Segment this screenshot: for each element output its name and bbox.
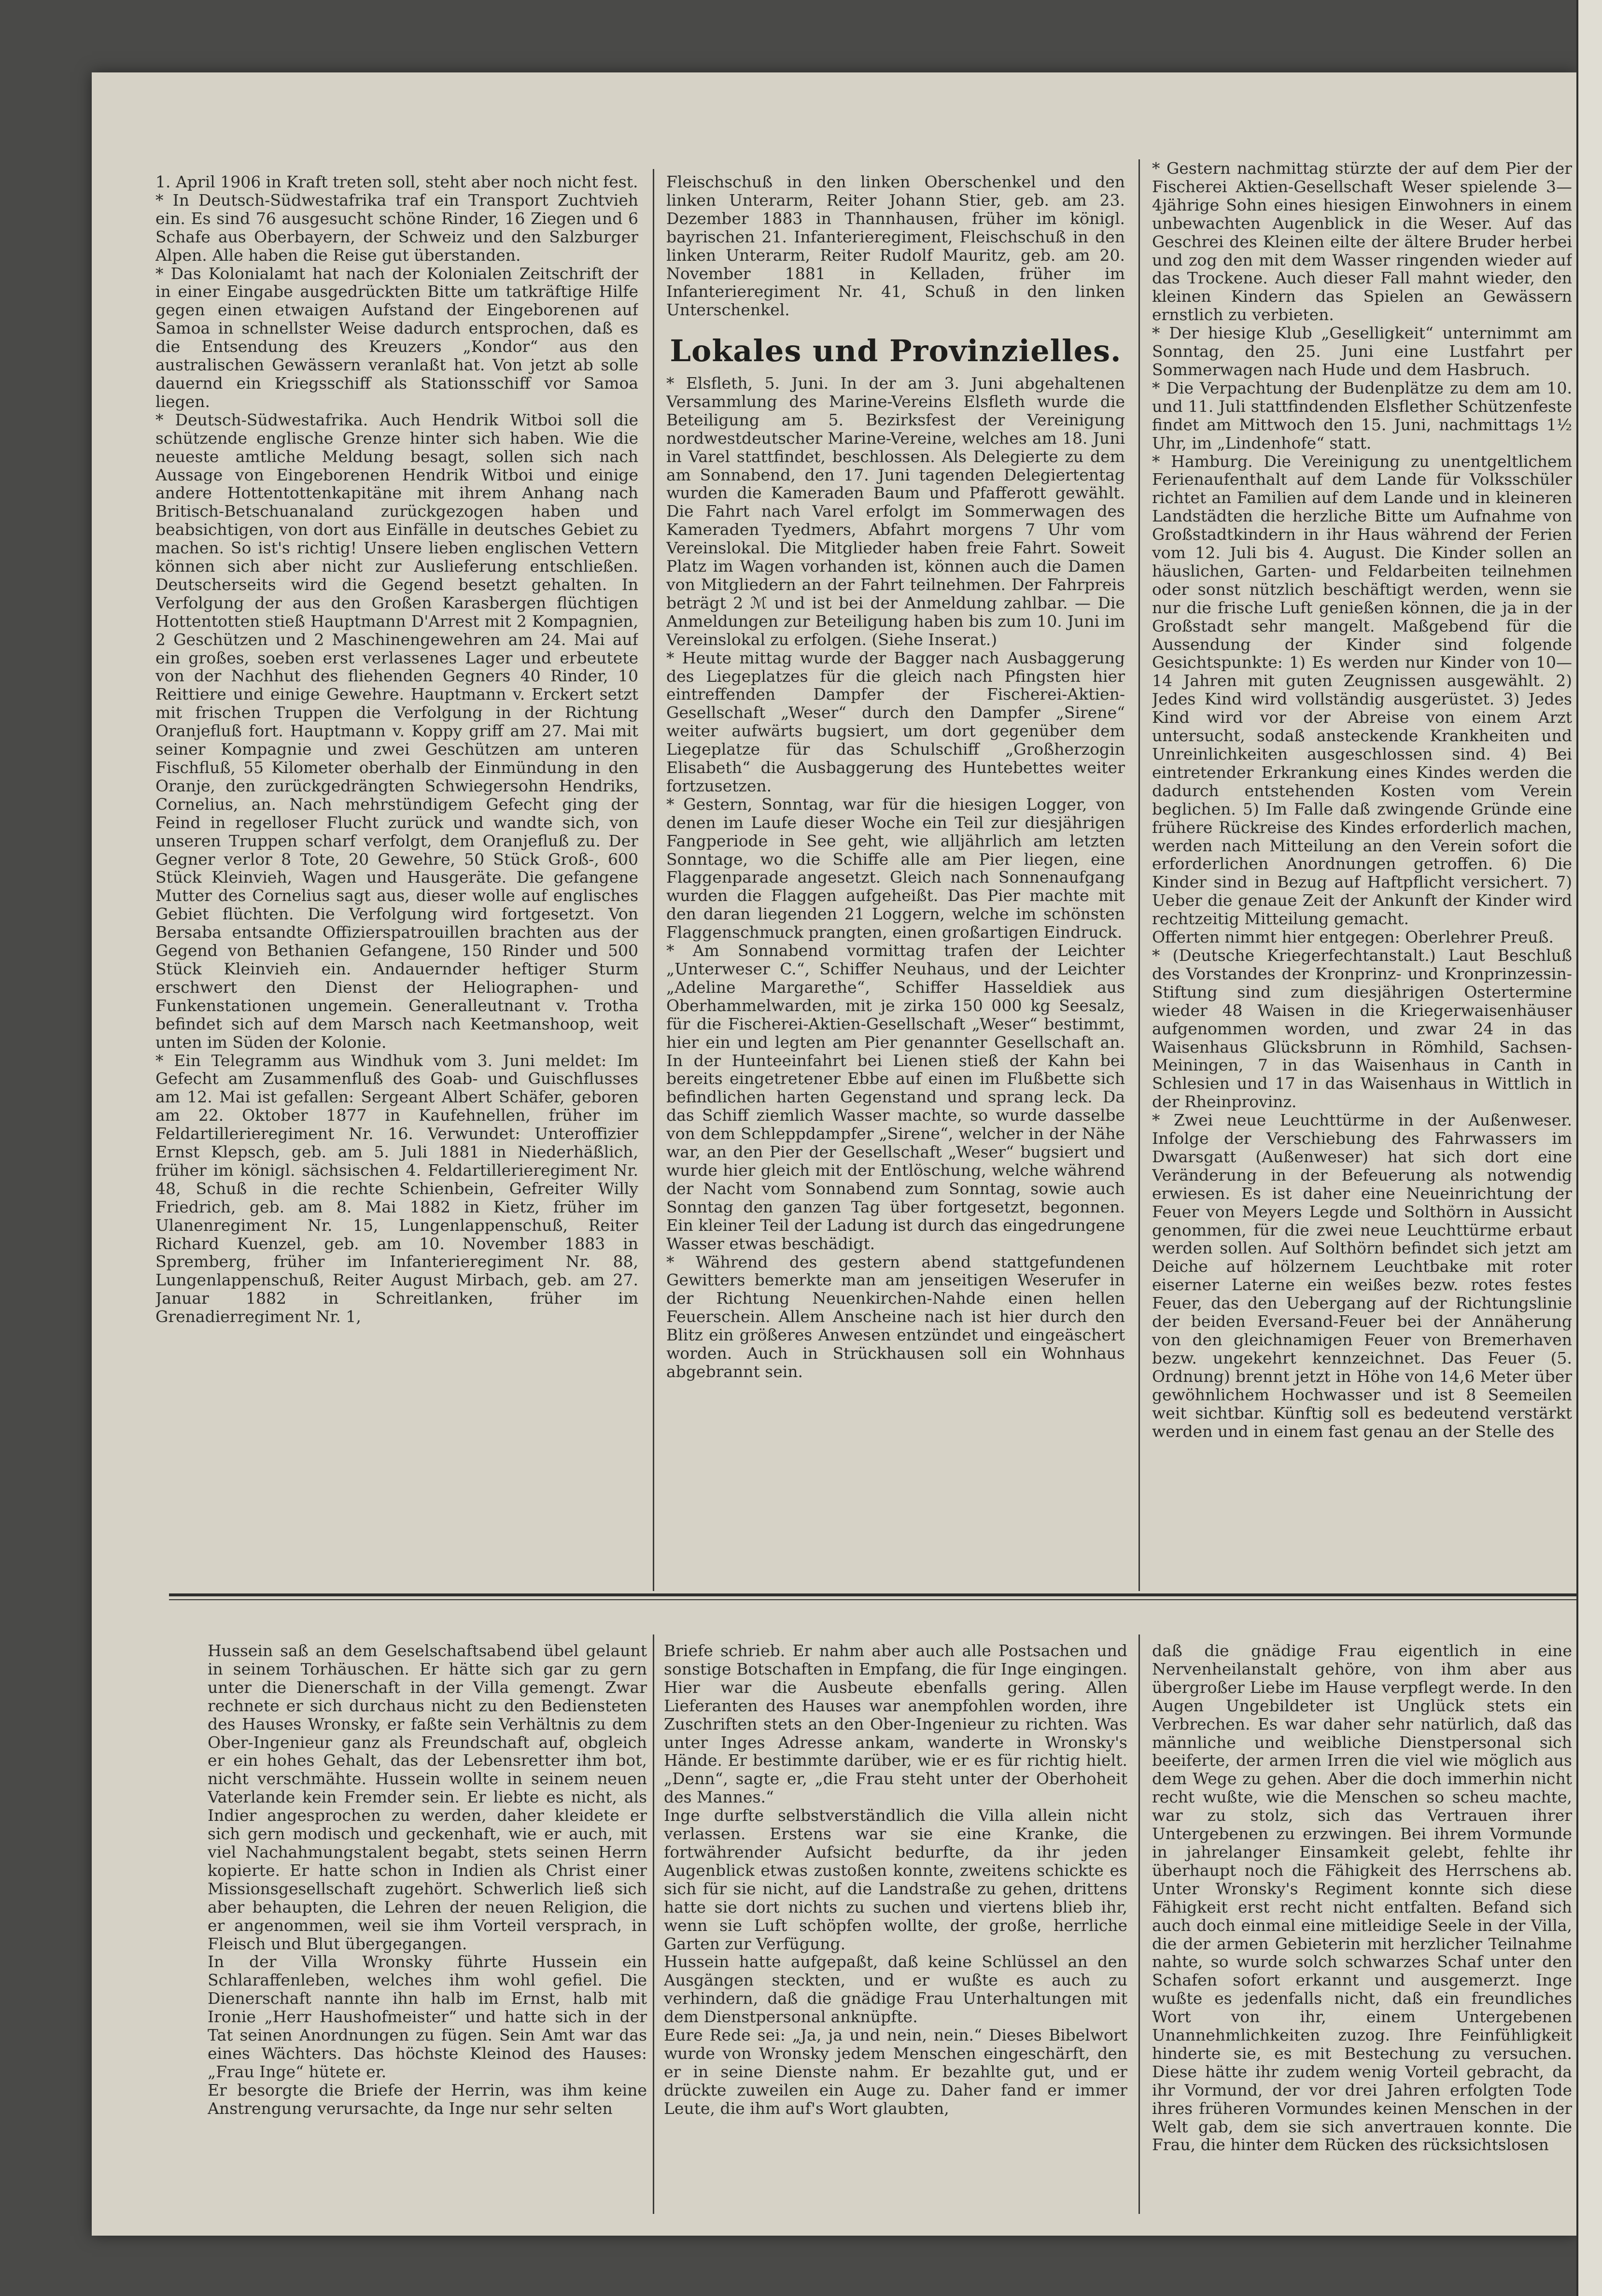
column-rule xyxy=(653,169,654,1591)
column-text: Fleischschuß in den linken Oberschenkel und den linken Unterarm, Reiter Johann Stier, geb. am 23. Dezember 1883 in Thannhausen, früher im königl. bayrischen 21. Infanterieregiment, Fleischschuß in den linken Unterarm, Reiter Rudolf Mauritz, geb. am 20. November 1881 in Kelladen, früher im Infanterieregiment Nr. 41, Schuß in den linken Unterschenkel. xyxy=(666,173,1125,320)
column-text: * Elsfleth, 5. Juni. In der am 3. Juni abgehaltenen Versammlung des Marine-Vereins Elsfleth wurde die Beteiligung am 5. Bezirksfest der Vereinigung nordwestdeutscher Marine-Vereine, welches am 18. Juni in Varel stattfindet, beschlossen. Als Delegierte zu dem am Sonnabend, den 17. Juni tagenden Delegiertentag wurden die Kameraden Baum und Pfafferott gewählt. Die Fahrt nach Varel erfolgt im Sommerwagen des Kameraden Tyedmers, Abfahrt morgens 7 Uhr vom Vereinslokal. Die Mitglieder haben freie Fahrt. Soweit Platz im Wagen vorhanden ist, können auch die Damen von Mitgliedern an der Fahrt teilnehmen. Der Fahrpreis beträgt 2 ℳ und ist bei der Anmeldung zahlbar. — Die Anmeldungen zur Beteiligung haben bis zum 10. Juni im Vereinslokal zu erfolgen. (Siehe Inserat.) * Heute mittag wurde der Bagger nach Ausbaggerung des Liegeplatzes für die gleich nach Pfingsten hier eintreffenden Dampfer der Fischerei-Aktien-Gesellschaft „Weser“ durch den Dampfer „Sirene“ weiter aufwärts bugsiert, um dort gegenüber dem Liegeplatze für das Schulschiff „Großherzogin Elisabeth“ die Ausbaggerung des Huntebettes weiter fortzusetzen. * Gestern, Sonntag, war für die hiesigen Logger, von denen im Laufe dieser Woche ein Teil zur diesjährigen Fangperiode in See geht, wie alljährlich am letzten Sonntage, wo die Schiffe alle am Pier liegen, eine Flaggenparade angesetzt. Gleich nach Sonnenaufgang wurden die Flaggen aufgeheißt. Das Pier machte mit den daran liegenden 21 Loggern, welche im schönsten Flaggenschmuck prangten, einen großartigen Eindruck. * Am Sonnabend vormittag trafen der Leichter „Unterweser C.“, Schiffer Neuhaus, und der Leichter „Adeline Margarethe“, Schiffer Hasseldiek aus Oberhammelwarden, mit je zirka 150 000 kg Seesalz, für die Fischerei-Aktien-Gesellschaft „Weser“ bestimmt, hier ein und legten am Pier genannter Gesellschaft an. In der Hunteeinfahrt bei Lienen stieß der Kahn bei bereits eingetretener Ebbe auf einen im Flußbette sich befindlichen harten Gegenstand und sprang leck. Da das Schiff ziemlich Wasser machte, so wurde dasselbe von dem Schleppdampfer „Sirene“, welcher in der Nähe war, an den Pier der Gesellschaft „Weser“ bugsiert und wurde hier gleich mit der Entlöschung, welche während der Nacht vom Sonnabend zum Sonntag, sowie auch Sonntag den ganzen Tag über fortgesetzt, begonnen. Ein kleiner Teil der Ladung ist durch das eingedrungene Wasser etwas beschädigt. * Während des gestern abend stattgefundenen Gewitters bemerkte man am jenseitigen Weserufer in der Richtung Neuenkirchen-Nahde einen hellen Feuerschein. Allem Anscheine nach ist hier durch den Blitz ein größeres Anwesen entzündet und eingeäschert worden. Auch in Strückhausen soll ein Wohnhaus abgebrannt sein. xyxy=(666,374,1125,1381)
column-rule xyxy=(1138,1634,1140,2214)
column-rule xyxy=(653,1634,654,2214)
news-column-2-top xyxy=(666,173,1125,332)
column-text: * Gestern nachmittag stürzte der auf dem Pier der Fischerei Aktien-Gesellschaft Weser spielende 3—4jährige Sohn eines hiesigen Einwohners in einem unbewachten Augenblick in die Weser. Auf das Geschrei des Kleinen eilte der ältere Bruder herbei und zog den mit dem Wasser ringenden wieder auf das Trockene. Auch dieser Fall mahnt wieder, den kleinen Kindern das Spielen an Gewässern ernstlich zu verbieten. * Der hiesige Klub „Geselligkeit“ unternimmt am Sonntag, den 25. Juni eine Lustfahrt per Sommerwagen nach Hude und dem Hasbruch. * Die Verpachtung der Budenplätze zu dem am 10. und 11. Juli stattfindenden Elsflether Schützenfeste findet am Mittwoch den 15. Juni, nachmittags 1½ Uhr, im „Lindenhofe“ statt. * Hamburg. Die Vereinigung zu unentgeltlichem Ferienaufenthalt auf dem Lande für Volksschüler richtet an Familien auf dem Lande und in kleineren Landstädten die herzliche Bitte um Aufnahme von Großstadtkindern in ihr Haus während der Ferien vom 12. Juli bis 4. August. Die Kinder sollen an häuslichen, Garten- und Feldarbeiten teilnehmen oder sonst nützlich beschäftigt werden, wenn sie nur die frische Luft genießen können, die ja in der Großstadt sehr mangelt. Maßgebend für die Aussendung der Kinder sind folgende Gesichtspunkte: 1) Es werden nur Kinder von 10—14 Jahren mit guten Zeugnissen ausgewählt. 2) Jedes Kind wird vollständig ausgerüstet. 3) Jedes Kind wird vor der Abreise von einem Arzt untersucht, sodaß ansteckende Krankheiten und Unreinlichkeiten ausgeschlossen sind. 4) Bei eintretender Erkrankung eines Kindes werden die dadurch entstehenden Kosten vom Verein beglichen. 5) Im Falle daß zwingende Gründe eine frühere Rückreise des Kindes erforderlich machen, werden nach Mitteilung an den Verein sofort die erforderlichen Anordnungen getroffen. 6) Die Kinder sind in Bezug auf Haftpflicht versichert. 7) Ueber die genaue Zeit der Ankunft der Kinder wird rechtzeitig Mitteilung gemacht. Offerten nimmt hier entgegen: Oberlehrer Preuß. * (Deutsche Kriegerfechtanstalt.) Laut Beschluß des Vorstandes der Kronprinz- und Kronprinzessin-Stiftung sind zum diesjährigen Ostertermine wieder 48 Waisen in die Kriegerwaisenhäuser aufgenommen worden, und zwar 24 in das Waisenhaus Glücksbrunn in Römhild, Sachsen-Meiningen, 7 in das Waisenhaus in Canth in Schlesien und 17 in das Waisenhaus in Wittlich in der Rheinprovinz. * Zwei neue Leuchttürme in der Außenweser. Infolge der Verschiebung des Fahrwassers im Dwarsgatt (Außenweser) hat sich dort eine Veränderung in der Befeuerung als notwendig erwiesen. Es ist daher eine Neueinrichtung der Feuer von Meyers Legde und Solthörn in Aussicht genommen, für die zwei neue Leuchttürme erbaut werden sollen. Auf Solthörn befindet sich jetzt am Deiche auf hölzernem Leuchtbake mit roter eiserner Laterne ein weißes bezw. rotes festes Feuer, das den Uebergang auf der Richtungslinie der beiden Eversand-Feuer bei der Annäherung von den gleichnamigen Feuer von Bremerhaven bezw. ungekehrt kennzeichnet. Das Feuer (5. Ordnung) brennt jetzt in Höhe von 14,6 Meter über gewöhnlichem Hochwasser und ist 8 Seemeilen weit sichtbar. Künftig soll es bedeutend verstärkt werden und in einem fast genau an der Stelle des xyxy=(1152,159,1572,1441)
news-column-3 xyxy=(1152,159,1572,1581)
feuilleton-column-2 xyxy=(664,1642,1127,2211)
adjacent-page-edge xyxy=(1576,0,1602,2296)
column-rule xyxy=(1138,159,1140,1591)
feuilleton-divider xyxy=(169,1593,1576,1596)
news-column-2-local xyxy=(666,374,1125,1589)
column-text: daß die gnädige Frau eigentlich in eine Nervenheilanstalt gehöre, von ihm aber aus übergroßer Liebe im Hause verpflegt werde. In den Augen Ungebildeter ist Unglück stets ein Verbrechen. Es war daher sehr natürlich, daß das männliche und weibliche Dienstpersonal sich beeiferte, der armen Irren die viel wie möglich aus dem Wege zu gehen. Aber die doch immerhin nicht recht wußte, wie die Menschen so scheu machte, war zu stolz, sich das Vertrauen ihrer Untergebenen zu erzwingen. Bei ihrem Vormunde in jahrelanger Einsamkeit gelebt, fehlte ihr überhaupt noch die Fähigkeit des Herrschens ab. Unter Wronsky's Regiment konnte sich diese Fähigkeit erst recht nicht entfalten. Befand sich auch doch einmal eine mitleidige Seele in der Villa, die der armen Gebieterin mit herzlicher Teilnahme nahte, so wurde solch schwarzes Schaf unter den Schafen sofort erkannt und ausgemerzt. Inge wußte es jedenfalls nicht, daß ein freundliches Wort von ihr, einem Untergebenen Unannehmlichkeiten zuzog. Ihre Feinfühligkeit hinderte sie, es mit Bestechung zu versuchen. Diese hätte ihr zudem wenig Vorteil gebracht, da ihr Vormund, der vor drei Jahren erfolgten Tode ihres früheren Vormundes keinen Menschen in der Welt gab, dem sie sich anvertrauen konnte. Die Frau, die hinter dem Rücken des rücksichtslosen xyxy=(1152,1642,1572,2155)
feuilleton-column-1 xyxy=(208,1642,647,2211)
column-text: Hussein saß an dem Geselschaftsabend übel gelaunt in seinem Torhäuschen. Er hätte sich gar zu gern unter die Dienerschaft in der Villa gemengt. Zwar rechnete er sich durchaus nicht zu den Bediensteten des Hauses Wronsky, er faßte sein Verhältnis zu dem Ober-Ingenieur ganz als Freundschaft auf, obgleich er ein hohes Gehalt, das der Lebensretter ihm bot, nicht verschmähte. Hussein wollte in seinem neuen Vaterlande kein Fremder sein. Er liebte es nicht, als Indier angesprochen zu werden, daher kleidete er sich gern modisch und geckenhaft, wie er auch, mit viel Nachahmungstalent begabt, stets seinen Herrn kopierte. Er hatte schon in Indien als Christ einer Missionsgesellschaft zugehört. Schwerlich ließ sich aber behaupten, die Lehren der neuen Religion, die er angenommen, weil sie ihm Vorteil versprach, in Fleisch und Blut übergegangen. In der Villa Wronsky führte Hussein ein Schlaraffenleben, welches ihm wohl gefiel. Die Dienerschaft nannte ihn halb im Ernst, halb mit Ironie „Herr Haushofmeister“ und hatte sich in der Tat seinen Anordnungen zu fügen. Sein Amt war das eines Wächters. Das höchste Kleinod des Hauses: „Frau Inge“ hütete er. Er besorgte die Briefe der Herrin, was ihm keine Anstrengung verursachte, da Inge nur sehr selten xyxy=(208,1642,647,2118)
feuilleton-column-3 xyxy=(1152,1642,1572,2211)
feuilleton-divider-thin xyxy=(169,1599,1576,1600)
news-column-1 xyxy=(155,173,638,1588)
column-text: 1. April 1906 in Kraft treten soll, steht aber noch nicht fest. * In Deutsch-Südwestafrika traf ein Transport Zuchtvieh ein. Es sind 76 ausgesucht schöne Rinder, 16 Ziegen und 6 Schafe aus Oberbayern, der Schweiz und den Salzburger Alpen. Alle haben die Reise gut überstanden. * Das Kolonialamt hat nach der Kolonialen Zeitschrift der in einer Eingabe ausgedrückten Bitte um tatkräftige Hilfe gegen einen etwaigen Aufstand der Eingeborenen auf Samoa in schnellster Weise dadurch entsprochen, daß es die Entsendung des Kreuzers „Kondor“ aus den australischen Gewässern veranlaßt hat. Von jetzt ab solle dauernd ein Kriegsschiff als Stationsschiff vor Samoa liegen. * Deutsch-Südwestafrika. Auch Hendrik Witboi soll die schützende englische Grenze hinter sich haben. Wie die neueste amtliche Meldung besagt, sollen sich nach Aussage von Eingeborenen Hendrik Witboi und einige andere Hottentottenkapitäne mit ihrem Anhang nach Britisch-Betschuanaland zurückgezogen haben und beabsichtigen, von dort aus Einfälle in deutsches Gebiet zu machen. So ist's richtig! Unsere lieben englischen Vettern können sich aber nicht zur Auslieferung entschließen. Deutscherseits wird die Gegend besetzt gehalten. In Verfolgung der aus den Großen Karasbergen flüchtigen Hottentotten stieß Hauptmann D'Arrest mit 2 Kompagnien, 2 Geschützen und 2 Maschinengewehren am 24. Mai auf ein großes, soeben erst verlassenes Lager und erbeutete von der Nachhut des fliehenden Gegners 40 Rinder, 10 Reittiere und einige Gewehre. Hauptmann v. Erckert setzt mit frischen Truppen die Verfolgung in der Richtung Oranjefluß fort. Hauptmann v. Koppy griff am 27. Mai mit seiner Kompagnie und zwei Geschützen am unteren Fischfluß, 55 Kilometer oberhalb der Einmündung in den Oranje, den zurückgedrängten Schwiegersohn Hendriks, Cornelius, an. Nach mehrstündigem Gefecht ging der Feind in regelloser Flucht zurück und wandte sich, von unseren Truppen scharf verfolgt, dem Oranjefluß zu. Der Gegner verlor 8 Tote, 20 Gewehre, 50 Stück Groß-, 600 Stück Kleinvieh, Wagen und Hausgeräte. Die gefangene Mutter des Cornelius sagt aus, dieser wolle auf englisches Gebiet flüchten. Die Verfolgung wird fortgesetzt. Von Bersaba entsandte Offizierspatrouillen brachten aus der Gegend von Bethanien Gefangene, 150 Rinder und 500 Stück Kleinvieh ein. Andauernder heftiger Sturm erschwert den Dienst der Heliographen- und Funkenstationen ungemein. Generalleutnant v. Trotha befindet sich auf dem Marsch nach Keetmanshoop, weit unten im Süden der Kolonie. * Ein Telegramm aus Windhuk vom 3. Juni meldet: Im Gefecht am Zusammenfluß des Goab- und Guischflusses am 12. Mai ist gefallen: Sergeant Albert Schäfer, geboren am 22. Oktober 1877 in Kaufehnellen, früher im Feldartillerieregiment Nr. 16. Verwundet: Unteroffizier Ernst Klepsch, geb. am 5. Juli 1881 in Niederhäßlich, früher im königl. sächsischen 4. Feldartillerieregiment Nr. 48, Schuß in die rechte Schienbein, Gefreiter Willy Friedrich, geb. am 8. Mai 1882 in Kietz, früher im Ulanenregiment Nr. 15, Lungenlappenschuß, Reiter Richard Kuenzel, geb. am 10. November 1883 in Spremberg, früher im Infanterieregiment Nr. 88, Lungenlappenschuß, Reiter August Mirbach, geb. am 27. Januar 1882 in Schreitlanken, früher im Grenadierregiment Nr. 1, xyxy=(155,173,638,1326)
column-text: Briefe schrieb. Er nahm aber auch alle Postsachen und sonstige Botschaften in Empfang, die für Inge eingingen. Hier war die Ausbeute ebenfalls gering. Allen Lieferanten des Hauses war anempfohlen worden, ihre Zuschriften stets an den Ober-Ingenieur zu richten. Was unter Inges Adresse ankam, wanderte in Wronsky's Hände. Er bestimmte darüber, wie er es für richtig hielt. „Denn“, sagte er, „die Frau steht unter der Oberhoheit des Mannes.“ Inge durfte selbstverständlich die Villa allein nicht verlassen. Erstens war sie eine Kranke, die fortwährender Aufsicht bedurfte, da ihr jeden Augenblick etwas zustoßen konnte, zweitens schickte es sich für sie nicht, auf die Landstraße zu gehen, drittens hatte sie dort nichts zu suchen und viertens blieb ihr, wenn sie Luft schöpfen wollte, der große, herrliche Garten zur Verfügung. Hussein hatte aufgepaßt, daß keine Schlüssel an den Ausgängen steckten, und er wußte es auch zu verhindern, daß die gnädige Frau Unterhaltungen mit dem Dienstpersonal anknüpfte. Eure Rede sei: „Ja, ja und nein, nein.“ Dieses Bibelwort wurde von Wronsky jedem Menschen eingeschärft, den er in seine Dienste nahm. Er bezahlte gut, und er drückte zuweilen ein Auge zu. Daher fand er immer Leute, die ihm auf's Wort glaubten, xyxy=(664,1642,1127,2118)
section-heading: Lokales und Provinzielles. xyxy=(670,333,1122,368)
